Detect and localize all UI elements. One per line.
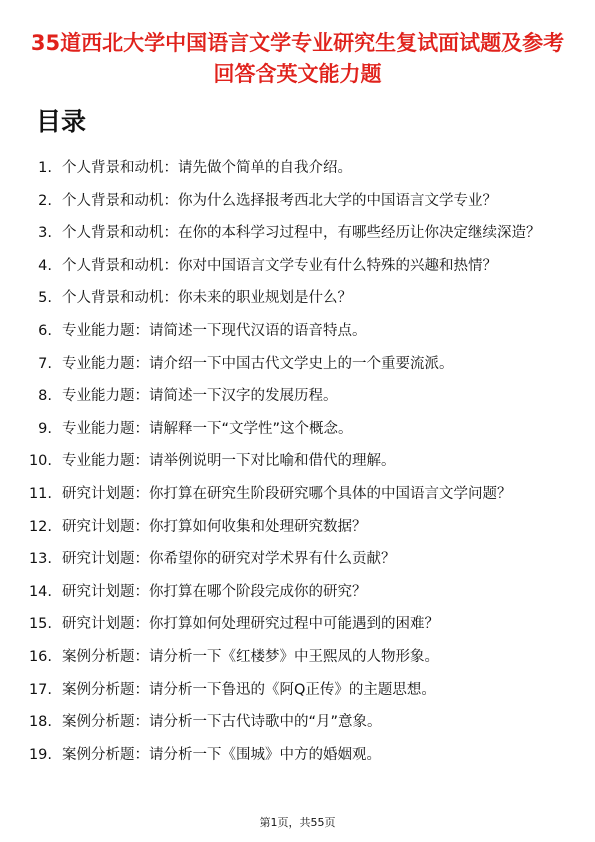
toc-item-number: 15.: [28, 616, 52, 633]
toc-item-text: 案例分析题：请分析一下《围城》中方的婚姻观。: [62, 746, 381, 763]
toc-item: [0, 646, 595, 669]
toc-list: [0, 157, 595, 776]
toc-item-number: 17.: [28, 681, 52, 698]
toc-item-text: 专业能力题：请简述一下现代汉语的语音特点。: [62, 322, 367, 339]
toc-item-number: 10.: [28, 453, 52, 470]
toc-item-text: 个人背景和动机：你为什么选择报考西北大学的中国语言文学专业？: [62, 192, 497, 209]
toc-item: [0, 483, 595, 506]
toc-item-number: 19.: [28, 746, 52, 763]
toc-item: [0, 287, 595, 310]
toc-item: [0, 516, 595, 539]
toc-item: [0, 222, 595, 245]
toc-item-text: 研究计划题：你打算如何处理研究过程中可能遇到的困难？: [62, 616, 439, 633]
toc-item-text: 个人背景和动机：你对中国语言文学专业有什么特殊的兴趣和热情？: [62, 257, 497, 274]
toc-item: [0, 320, 595, 343]
toc-item-number: 18.: [28, 714, 52, 731]
toc-item-number: 5.: [38, 290, 52, 307]
toc-item: [0, 353, 595, 376]
toc-item-number: 7.: [38, 355, 52, 372]
toc-item-text: 案例分析题：请分析一下《红楼梦》中王熙凤的人物形象。: [62, 648, 439, 665]
toc-item-text: 个人背景和动机：请先做个简单的自我介绍。: [62, 160, 352, 176]
toc-item: [0, 190, 595, 213]
toc-item-text: 个人背景和动机：在你的本科学习过程中，有哪些经历让你决定继续深造？: [62, 225, 541, 242]
toc-item-text: 案例分析题：请分析一下古代诗歌中的“月”意象。: [62, 714, 382, 731]
toc-item: [0, 613, 595, 636]
toc-item: [0, 581, 595, 604]
toc-item-number: 4.: [38, 257, 52, 274]
toc-item-text: 研究计划题：你希望你的研究对学术界有什么贡献？: [62, 551, 396, 568]
toc-item-text: 专业能力题：请简述一下汉字的发展历程。: [62, 388, 338, 405]
toc-item: [0, 450, 595, 473]
toc-item-number: 11.: [28, 485, 52, 502]
toc-item-number: 9.: [38, 420, 52, 437]
toc-item-text: 专业能力题：请举例说明一下对比喻和借代的理解。: [62, 453, 396, 470]
toc-item: [0, 711, 595, 734]
toc-item-number: 14.: [28, 583, 52, 600]
toc-item-text: 案例分析题：请分析一下鲁迅的《阿Q正传》的主题思想。: [62, 681, 436, 698]
toc-item: [0, 679, 595, 702]
toc-item: [0, 548, 595, 571]
toc-item: [0, 255, 595, 278]
toc-item-number: 1.: [38, 160, 52, 176]
toc-item-number: 3.: [38, 225, 52, 242]
toc-item-text: 专业能力题：请介绍一下中国古代文学史上的一个重要流派。: [62, 355, 454, 372]
toc-item-text: 个人背景和动机：你未来的职业规划是什么？: [62, 290, 352, 307]
toc-item-number: 12.: [28, 518, 52, 535]
toc-item-text: 研究计划题：你打算在研究生阶段研究哪个具体的中国语言文学问题？: [62, 485, 512, 502]
toc-item-text: 专业能力题：请解释一下“文学性”这个概念。: [62, 420, 353, 437]
toc-item: [0, 744, 595, 767]
toc-item-text: 研究计划题：你打算如何收集和处理研究数据？: [62, 518, 367, 535]
toc-item: [0, 385, 595, 408]
toc-item-number: 8.: [38, 388, 52, 405]
page-footer: 第1页，共55页: [259, 816, 336, 829]
document-title: 35道西北大学中国语言文学专业研究生复试面试题及参考回答含英文能力题: [30, 31, 565, 86]
toc-item-number: 6.: [38, 322, 52, 339]
toc-item-text: 研究计划题：你打算在哪个阶段完成你的研究？: [62, 583, 367, 600]
toc-item-number: 2.: [38, 192, 52, 209]
toc-item-number: 16.: [28, 648, 52, 665]
toc-heading: 目录: [36, 107, 87, 136]
toc-item: [0, 418, 595, 441]
toc-item: [0, 157, 595, 180]
toc-item-number: 13.: [28, 551, 52, 568]
